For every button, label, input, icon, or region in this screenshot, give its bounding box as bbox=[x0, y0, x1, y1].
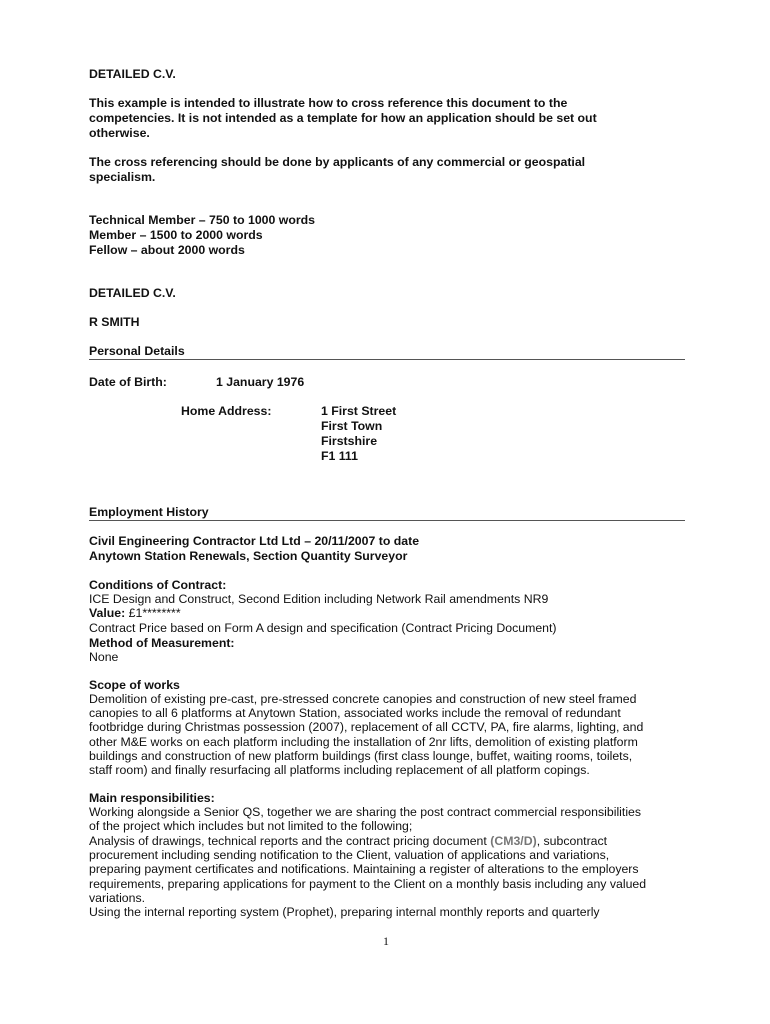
contract-price: Contract Price based on Form A design and specification (Contract Pricing Document) bbox=[89, 621, 557, 635]
competency-reference: (CM3/D) bbox=[490, 834, 537, 848]
section-divider bbox=[89, 520, 685, 521]
page-number: 1 bbox=[383, 934, 389, 948]
responsibilities-line: of the project which includes but not limited to the following; bbox=[89, 819, 413, 833]
section-heading-employment: Employment History bbox=[89, 505, 209, 519]
address-label: Home Address: bbox=[181, 404, 272, 418]
dob-label: Date of Birth: bbox=[89, 375, 167, 389]
intro-line: otherwise. bbox=[89, 126, 150, 140]
intro-line: specialism. bbox=[89, 170, 156, 184]
responsibilities-line: variations. bbox=[89, 891, 146, 905]
dob-value: 1 January 1976 bbox=[216, 375, 305, 389]
candidate-name: R SMITH bbox=[89, 315, 140, 329]
method-label: Method of Measurement: bbox=[89, 636, 235, 650]
scope-label: Scope of works bbox=[89, 678, 180, 692]
scope-line: buildings and construction of new platform buildings (first class lounge, buffet, waiting rooms, toilets, bbox=[89, 749, 633, 763]
responsibilities-line: requirements, preparing applications for payment to the Client on a monthly basis including any valued bbox=[89, 877, 647, 891]
section-heading-personal: Personal Details bbox=[89, 344, 185, 358]
value-label: Value: bbox=[89, 606, 126, 620]
value-amount: £1******** bbox=[125, 606, 181, 620]
address-line: 1 First Street bbox=[321, 404, 397, 418]
method-value: None bbox=[89, 650, 119, 664]
responsibilities-text-b: , subcontract bbox=[536, 834, 608, 848]
scope-line: staff room) and finally resurfacing all platforms including replacement of all platform copings. bbox=[89, 763, 590, 777]
scope-line: Demolition of existing pre-cast, pre-stressed concrete canopies and construction of new steel framed bbox=[89, 692, 637, 706]
responsibilities-text-a: Analysis of drawings, technical reports and the contract pricing document bbox=[89, 834, 491, 848]
responsibilities-line: Using the internal reporting system (Prophet), preparing internal monthly reports and quarterly bbox=[89, 905, 600, 919]
section-divider bbox=[89, 359, 685, 360]
word-count-line: Fellow – about 2000 words bbox=[89, 243, 245, 257]
responsibilities-line: procurement including sending notification to the Client, valuation of applications and variations, bbox=[89, 848, 610, 862]
contract-value bbox=[89, 606, 181, 621]
job-title-line: Civil Engineering Contractor Ltd Ltd – 20/11/2007 to date bbox=[89, 534, 420, 548]
conditions-value: ICE Design and Construct, Second Edition including Network Rail amendments NR9 bbox=[89, 592, 549, 606]
scope-line: canopies to all 6 platforms at Anytown Station, associated works include the removal of redundant bbox=[89, 706, 621, 720]
responsibilities-line: preparing payment certificates and notifications. Maintaining a register of alterations to the employers bbox=[89, 862, 639, 876]
responsibilities-line: Working alongside a Senior QS, together we are sharing the post contract commercial responsibilities bbox=[89, 805, 642, 819]
cv-title: DETAILED C.V. bbox=[89, 286, 176, 300]
intro-line: This example is intended to illustrate how to cross reference this document to the bbox=[89, 96, 568, 110]
address-line: F1 111 bbox=[321, 449, 358, 463]
scope-line: other M&E works on each platform including the installation of 2nr lifts, demolition of existing platform bbox=[89, 735, 638, 749]
job-title-line: Anytown Station Renewals, Section Quantity Surveyor bbox=[89, 549, 408, 563]
document-title: DETAILED C.V. bbox=[89, 67, 176, 81]
responsibilities-line bbox=[89, 834, 685, 849]
scope-line: footbridge during Christmas possession (2007), replacement of all CCTV, PA, fire alarms, lighting, and bbox=[89, 720, 644, 734]
address-line: Firstshire bbox=[321, 434, 378, 448]
address-line: First Town bbox=[321, 419, 383, 433]
word-count-line: Member – 1500 to 2000 words bbox=[89, 228, 263, 242]
intro-line: The cross referencing should be done by applicants of any commercial or geospatial bbox=[89, 155, 586, 169]
conditions-label: Conditions of Contract: bbox=[89, 578, 227, 592]
responsibilities-label: Main responsibilities: bbox=[89, 791, 215, 805]
word-count-line: Technical Member – 750 to 1000 words bbox=[89, 213, 315, 227]
responsibilities-text bbox=[89, 834, 607, 849]
intro-line: competencies. It is not intended as a template for how an application should be set out bbox=[89, 111, 597, 125]
